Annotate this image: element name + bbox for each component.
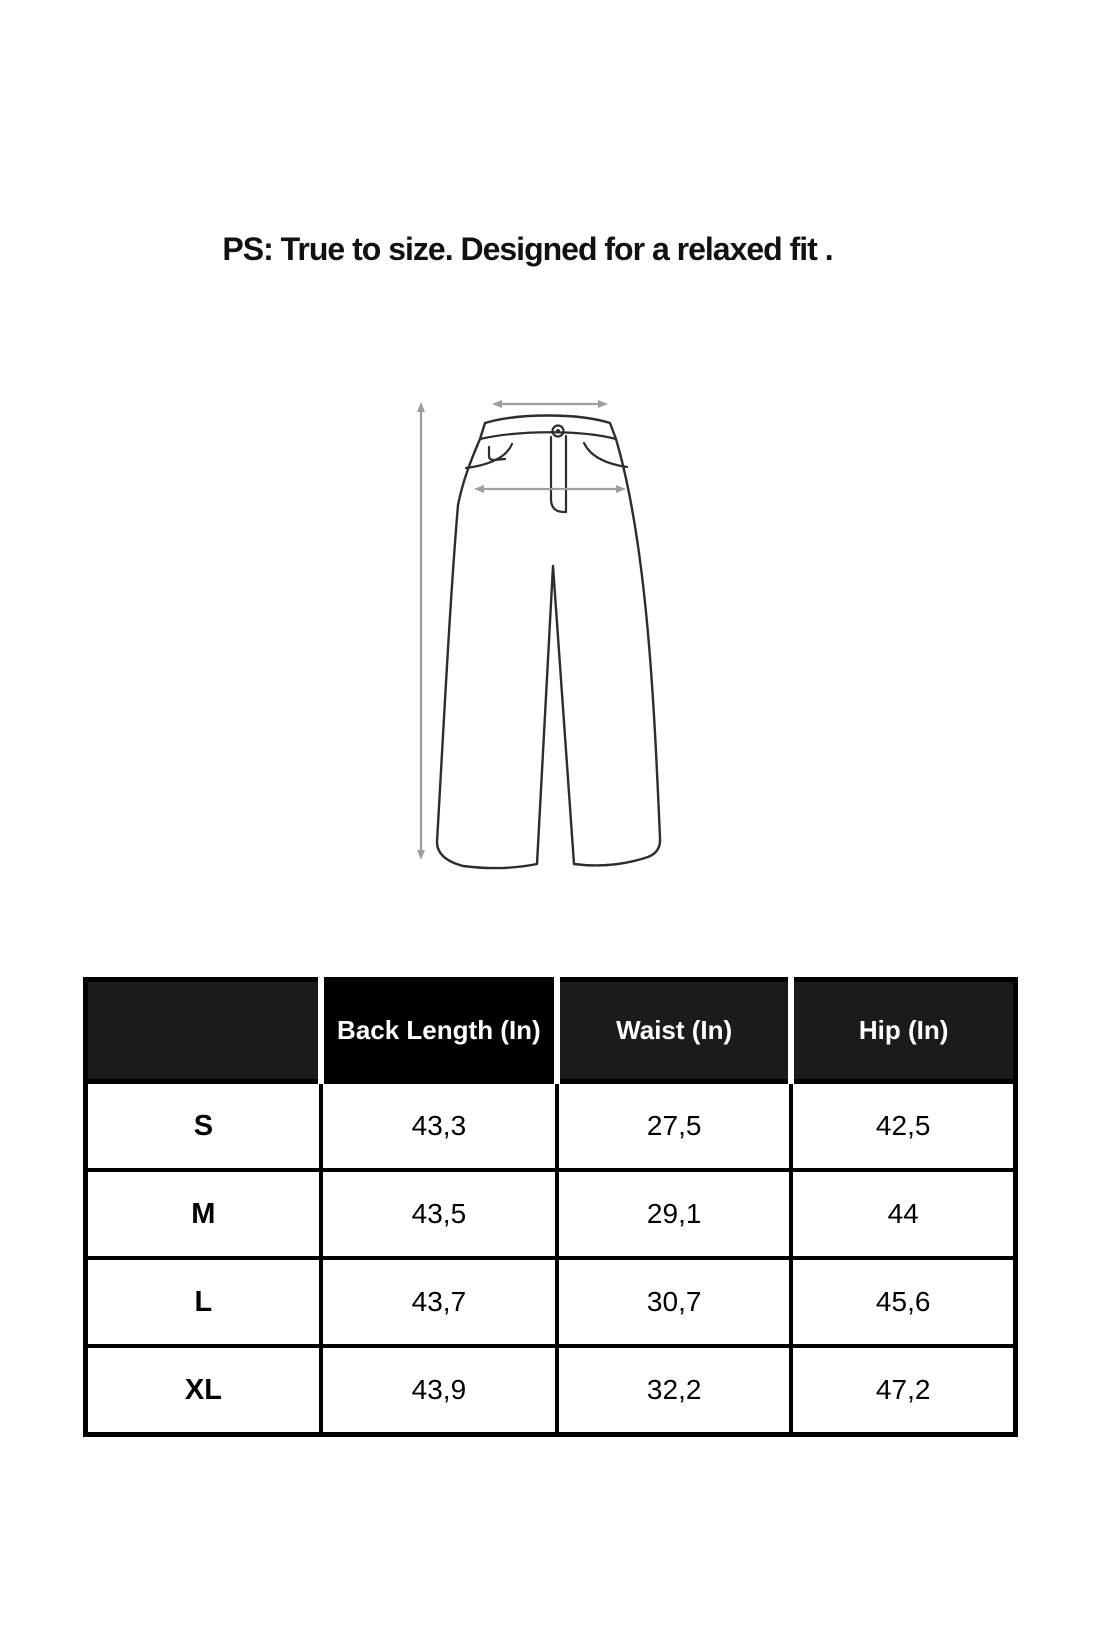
- fit-note: PS: True to size. Designed for a relaxed fit .: [222, 231, 833, 267]
- back-length-value: 43,9: [321, 1346, 557, 1435]
- header-row: [86, 980, 1016, 1082]
- waist-value: 29,1: [557, 1170, 791, 1258]
- size-label: L: [86, 1258, 321, 1346]
- back-length-value: 43,3: [321, 1082, 557, 1171]
- column-header-back-length: Back Length (In): [321, 980, 557, 1082]
- table-row-xl: [86, 1346, 1016, 1435]
- size-label: XL: [86, 1346, 321, 1435]
- table-row-l: [86, 1258, 1016, 1346]
- hip-value: 42,5: [791, 1082, 1015, 1171]
- back-length-arrow: [417, 402, 425, 860]
- back-length-value: 43,7: [321, 1258, 557, 1346]
- back-length-value: 43,5: [321, 1170, 557, 1258]
- size-table: [83, 977, 1018, 1437]
- pants-outline: [437, 416, 660, 869]
- waist-arrow: [492, 400, 608, 408]
- waist-value: 27,5: [557, 1082, 791, 1171]
- table-row-m: [86, 1170, 1016, 1258]
- hip-value: 44: [791, 1170, 1015, 1258]
- corner-header-cell: [86, 980, 321, 1082]
- size-label: M: [86, 1170, 321, 1258]
- waist-value: 32,2: [557, 1346, 791, 1435]
- column-header-hip: Hip (In): [791, 980, 1015, 1082]
- waist-value: 30,7: [557, 1258, 791, 1346]
- hip-value: 47,2: [791, 1346, 1015, 1435]
- table-row-s: [86, 1082, 1016, 1171]
- button-dot-icon: [556, 429, 560, 433]
- hip-value: 45,6: [791, 1258, 1015, 1346]
- column-header-waist: Waist (In): [557, 980, 791, 1082]
- pants-diagram: [400, 390, 680, 880]
- size-label: S: [86, 1082, 321, 1171]
